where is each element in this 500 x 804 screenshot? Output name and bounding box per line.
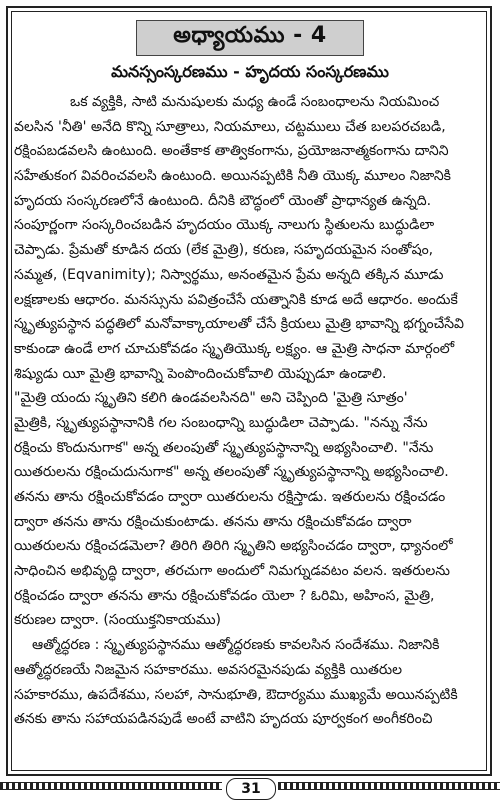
text-line: వలసిన 'నీతి' అనేది కొన్ని సూత్రాలు, నియమాలు, చట్టములు చేత బలపరచబడి, <box>14 118 446 135</box>
body-text <box>14 90 484 732</box>
text-line: రక్షించు కొందునుగాక" అన్న తలంపుతో స్మృత్యుపస్థానాన్ని అభ్యసించాలి. "నేను <box>14 439 434 456</box>
text-line: సహేతుకంగ వివరించవలసి ఉంటుంది. అయినప్పటికి నీతి యొక్క మూలం నిజానికి <box>14 168 451 185</box>
text-line: సమ్మత, (Eqvanimity); నిస్వార్థము, అనంతమైన ప్రేమ అన్నది తక్కిన మూడు <box>14 266 444 283</box>
text-line: సంపూర్ణంగా సంస్కరించబడిన హృదయం యొక్క నాలుగు స్థితులను బుద్ధుడిలా <box>14 217 435 234</box>
text-line: లక్షణాలకు ఆధారం. మనస్సును పవిత్రంచేసే యత్నానికి కూడ అదే ఆధారం. అందుకే <box>14 291 458 308</box>
text-line: కరుణల ద్వారా. (సంయుక్తనికాయము) <box>14 612 222 629</box>
chapter-title: అధ్యాయము - 4 <box>136 20 364 56</box>
text-line: సహకారము, ఉపదేశము, సలహా, సానుభూతి, ఔదార్యము ముఖ్యమే అయినప్పటికి <box>14 686 458 703</box>
text-line: హృదయ సంస్కరణలోనే ఉంటుంది. దీనికి బౌద్ధంలో యెంతో ప్రాధాన్యత ఉన్నది. <box>14 192 432 209</box>
text-line: ఆత్మోద్ధరణయే నిజమైన సహకారము. అవసరమైనపుడు వ్యక్తికి యితరుల <box>14 661 402 678</box>
text-line: చెప్పాడు. ప్రేమతో కూడిన దయ (లేక మైత్రి), కరుణ, సహృదయమైన సంతోషం, <box>14 242 434 259</box>
text-line: ఆత్మోద్ధరణ : స్మృత్యుపస్థానము ఆత్మోద్ధరణకు కావలసిన సందేశము. నిజానికి <box>32 637 440 654</box>
text-line: ద్వారా తనను తాను రక్షించుకుంటాడు. తనను తాను రక్షించుకోవడం ద్వారా <box>14 513 412 530</box>
text-line: ఒక వ్యక్తికి, సాటి మనుషులకు మధ్య ఉండే సంబంధాలను నియమించ <box>70 94 440 110</box>
text-line: రక్షించడం ద్వారా తనను తాను రక్షించుకోవడం యెలా ? ఓరిమి, అహింస, మైత్రి, <box>14 587 435 604</box>
page-number: 31 <box>226 778 276 800</box>
text-line: రక్షింపబడవలసి ఉంటుంది. అంతేకాక తాత్వికంగాను, ప్రయోజనాత్మకంగాను దానిని <box>14 143 449 160</box>
text-line: సాధించిన అభివృద్ధి ద్వారా, తరచుగా అందులో నిమగ్నుడవటం వలన. ఇతరులను <box>14 563 450 580</box>
text-line: తనకు తాను సహాయపడినపుడే అంటే వాటిని హృదయ పూర్వకంగ అంగీకరించి <box>14 711 433 728</box>
text-line: స్మృత్యుపస్థాన పద్ధతిలో మనోవాక్కాయాలతో చేసే క్రియలు మైత్రి భావాన్ని భగ్నంచేసేవి <box>14 316 465 333</box>
text-line: శిష్యుడు యీ మైత్రి భావాన్ని పెంపొందించుకోవాలి యెప్పుడూ ఉండాలి. <box>14 365 387 382</box>
text-line: కాకుండా ఉండే లాగ చూచుకోవడం స్మృతియొక్క లక్ష్యం. ఆ మైత్రి సాధనా మార్గంలో <box>14 340 455 357</box>
footer-chain-right <box>278 782 500 790</box>
text-line: యితరులను రక్షించడమెలా? తిరిగి తిరిగి స్మృతిని అభ్యసించడం ద్వారా, ధ్యానంలో <box>14 538 453 555</box>
text-line: తనను తాను రక్షించుకోవడం ద్వారా యితరులను రక్షిస్తాడు. ఇతరులను రక్షించడం <box>14 489 446 505</box>
footer-chain-left <box>0 782 222 790</box>
text-line: "మైత్రి యందు స్మృతిని కలిగి ఉండవలసినది" అని చెప్పింది 'మైత్రి సూత్రం' <box>14 390 408 407</box>
text-line: యితరులను రక్షించుదునుగాక" అన్న తలంపుతో స్మృత్యుపస్థానాన్ని అభ్యసించాలి. <box>14 464 449 481</box>
section-subtitle: మనస్సంస్కరణము - హృదయ సంస్కరణము <box>111 62 389 81</box>
text-line: మైత్రికి, స్మృత్యుపస్థానానికి గల సంబంధాన్ని బుద్ధుడిలా చెప్పాడు. "నన్ను నేను <box>14 414 428 431</box>
